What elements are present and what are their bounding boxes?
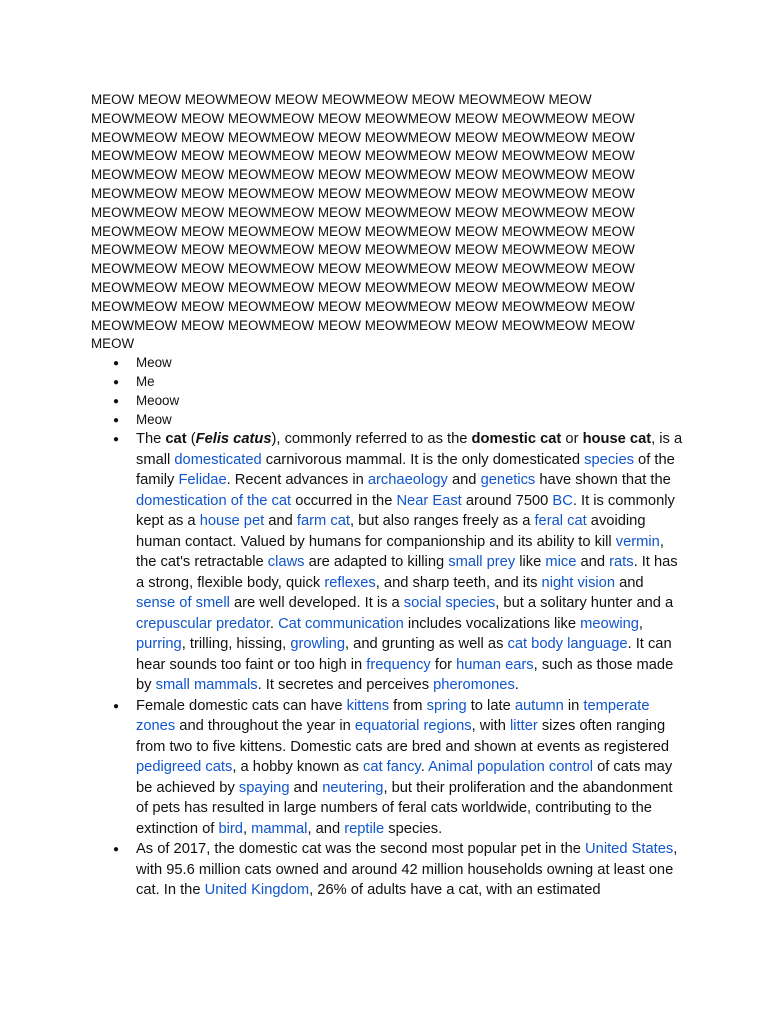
- text-run: , trilling, hissing,: [181, 636, 291, 653]
- wiki-link[interactable]: species: [584, 451, 634, 468]
- short-bullet-item: ● Meow: [91, 411, 691, 430]
- meow-line: MEOWMEOW MEOW MEOWMEOW MEOW MEOWMEOW MEOW MEOWMEOW MEOW: [91, 110, 635, 126]
- text-run: , but also ranges freely as a: [349, 513, 535, 530]
- text-run: . Recent advances in: [226, 472, 368, 489]
- wiki-link[interactable]: autumn: [514, 697, 564, 714]
- short-bullet-item: ● Me: [91, 373, 691, 392]
- meow-line: MEOWMEOW MEOW MEOWMEOW MEOW MEOWMEOW MEOW MEOWMEOW MEOW: [91, 167, 635, 183]
- text-run: and: [264, 513, 297, 530]
- wiki-link[interactable]: cat body language: [507, 636, 628, 653]
- wiki-link[interactable]: social species: [403, 595, 496, 612]
- wiki-link[interactable]: Near East: [396, 492, 462, 509]
- wiki-link[interactable]: BC: [552, 492, 573, 509]
- text-run: ,: [638, 615, 644, 632]
- meow-line: MEOWMEOW MEOW MEOWMEOW MEOW MEOWMEOW MEOW MEOWMEOW MEOW: [91, 223, 635, 239]
- text-run: are adapted to killing: [304, 554, 449, 571]
- meow-line: MEOWMEOW MEOW MEOWMEOW MEOW MEOWMEOW MEOW MEOWMEOW MEOW: [91, 279, 635, 295]
- text-run: , but their proliferation and the abandonment of pets has resulted in large numbers of feral cats worldwide, contributing to the extinction of: [136, 779, 673, 837]
- wiki-link[interactable]: small prey: [448, 554, 516, 571]
- meow-text-block: [91, 91, 691, 354]
- text-run: .: [514, 677, 519, 694]
- text-run: carnivorous mammal. It is the only domesticated: [261, 451, 585, 468]
- text-run: to late: [466, 697, 515, 714]
- text-run: .: [269, 615, 279, 632]
- wiki-link[interactable]: Felidae: [178, 472, 227, 489]
- wiki-link[interactable]: feral cat: [534, 513, 587, 530]
- text-run: are well developed. It is a: [229, 595, 404, 612]
- wiki-link[interactable]: vermin: [615, 533, 660, 550]
- meow-line: MEOWMEOW MEOW MEOWMEOW MEOW MEOWMEOW MEOW MEOWMEOW MEOW: [91, 298, 635, 314]
- text-run: from: [389, 697, 427, 714]
- text-run: , with 95.6 million cats owned and around 42 million households owning at least one cat. In the: [136, 841, 678, 899]
- wiki-link[interactable]: Cat communication: [278, 615, 404, 632]
- text-run: and: [289, 779, 323, 796]
- text-run: sizes often ranging from two to five kittens. Domestic cats are bred and shown at events as registered: [136, 718, 670, 755]
- meow-line: MEOW: [91, 336, 135, 352]
- text-run: (: [186, 431, 196, 448]
- meow-line: MEOWMEOW MEOW MEOWMEOW MEOW MEOWMEOW MEOW MEOWMEOW MEOW: [91, 204, 635, 220]
- meow-line: MEOWMEOW MEOW MEOWMEOW MEOW MEOWMEOW MEOW MEOWMEOW MEOW: [91, 317, 635, 333]
- wiki-link[interactable]: neutering: [322, 779, 384, 796]
- text-run: , and: [307, 820, 345, 837]
- wiki-link[interactable]: night vision: [541, 574, 616, 591]
- wiki-link[interactable]: rats: [609, 554, 634, 571]
- wiki-link[interactable]: human ears: [456, 656, 534, 673]
- text-run: , and grunting as well as: [345, 636, 508, 653]
- wiki-link[interactable]: meowing: [580, 615, 639, 632]
- text-run: , is a small: [136, 431, 683, 468]
- wiki-link[interactable]: litter: [510, 718, 538, 735]
- wiki-link[interactable]: cat fancy: [363, 759, 421, 776]
- text-run: . It can hear sounds too faint or too high in: [136, 636, 672, 673]
- wiki-link[interactable]: house pet: [199, 513, 265, 530]
- paragraph-bullet-item: [91, 839, 684, 901]
- text-run: Female domestic cats can have: [136, 697, 347, 714]
- text-run: , such as those made by: [136, 656, 674, 694]
- wiki-link[interactable]: crepuscular predator: [136, 615, 270, 632]
- wiki-link[interactable]: claws: [267, 554, 305, 571]
- short-bullet-item: ● Meoow: [91, 392, 691, 411]
- wiki-link[interactable]: small mammals: [155, 677, 258, 694]
- text-run: around 7500: [461, 492, 553, 509]
- wiki-link[interactable]: domestication of the cat: [136, 492, 292, 509]
- text-run: or: [561, 431, 583, 448]
- text-run: in: [563, 697, 584, 714]
- bold-term: domestic cat: [471, 431, 562, 448]
- wiki-link[interactable]: equatorial regions: [354, 718, 472, 735]
- wiki-link[interactable]: genetics: [480, 472, 536, 489]
- paragraph-bullet-item: [91, 696, 684, 840]
- text-run: . It secretes and perceives: [257, 677, 434, 694]
- bold-term: Felis catus: [195, 431, 272, 448]
- meow-line: MEOWMEOW MEOW MEOWMEOW MEOW MEOWMEOW MEOW MEOWMEOW MEOW: [91, 242, 635, 258]
- short-bullet-list: [91, 354, 691, 429]
- text-run: ), commonly referred to as the: [271, 431, 472, 448]
- text-run: and throughout the year in: [175, 718, 355, 735]
- text-run: , with: [471, 718, 510, 735]
- wiki-link[interactable]: growling: [290, 636, 346, 653]
- wiki-link[interactable]: United States: [585, 841, 674, 858]
- wiki-link[interactable]: kittens: [346, 697, 390, 714]
- wiki-link[interactable]: spaying: [238, 779, 290, 796]
- wiki-link[interactable]: purring: [136, 636, 182, 653]
- wiki-link[interactable]: reptile: [344, 820, 385, 837]
- wiki-link[interactable]: frequency: [366, 656, 431, 673]
- text-run: species.: [384, 820, 443, 837]
- wiki-link[interactable]: pedigreed cats: [136, 759, 233, 776]
- meow-line: MEOWMEOW MEOW MEOWMEOW MEOW MEOWMEOW MEOW MEOWMEOW MEOW: [91, 148, 635, 164]
- document-page: [91, 91, 691, 901]
- wiki-link[interactable]: archaeology: [367, 472, 448, 489]
- wiki-link[interactable]: bird: [218, 820, 243, 837]
- text-run: like: [515, 554, 546, 571]
- text-run: of cats may be achieved by: [136, 759, 673, 796]
- bold-term: cat: [165, 431, 187, 448]
- text-run: and: [576, 554, 610, 571]
- text-run: for: [430, 656, 457, 673]
- wiki-link[interactable]: pheromones: [433, 677, 515, 694]
- wiki-link[interactable]: sense of smell: [136, 595, 230, 612]
- text-run: , and sharp teeth, and its: [375, 574, 542, 591]
- text-run: avoiding human contact. Valued by humans for companionship and its ability to kill: [136, 513, 646, 550]
- text-run: have shown that the: [535, 472, 671, 489]
- meow-line: MEOWMEOW MEOW MEOWMEOW MEOW MEOWMEOW MEOW MEOWMEOW MEOW: [91, 261, 635, 277]
- wiki-link[interactable]: domesticated: [174, 451, 262, 468]
- wiki-link[interactable]: Animal population control: [428, 759, 593, 776]
- meow-line: MEOWMEOW MEOW MEOWMEOW MEOW MEOWMEOW MEOW MEOWMEOW MEOW: [91, 185, 635, 201]
- wiki-link[interactable]: reflexes: [324, 574, 376, 591]
- text-run: . It is commonly kept as a: [136, 492, 675, 530]
- text-run: ,: [242, 820, 252, 837]
- text-run: .: [420, 759, 429, 776]
- text-run: . It has a strong, flexible body, quick: [136, 554, 678, 591]
- meow-line: MEOW MEOW MEOWMEOW MEOW MEOWMEOW MEOW MEOWMEOW MEOW: [91, 92, 592, 107]
- wiki-link[interactable]: mammal: [251, 820, 308, 837]
- meow-line: MEOWMEOW MEOW MEOWMEOW MEOW MEOWMEOW MEOW MEOWMEOW MEOW: [91, 129, 635, 145]
- wiki-link[interactable]: farm cat: [296, 513, 350, 530]
- cat-facts-bullet-list: [91, 429, 691, 901]
- text-run: , 26% of adults have a cat, with an estimated: [309, 882, 601, 899]
- wiki-link[interactable]: mice: [545, 554, 577, 571]
- short-bullet-item: ● Meow: [91, 354, 691, 373]
- text-run: of the family: [136, 451, 675, 489]
- text-run: and: [447, 472, 481, 489]
- wiki-link[interactable]: spring: [426, 697, 467, 714]
- text-run: includes vocalizations like: [403, 615, 581, 632]
- text-run: , the cat's retractable: [136, 533, 664, 571]
- wiki-link[interactable]: United Kingdom: [204, 882, 310, 899]
- wiki-link[interactable]: temperate zones: [136, 697, 650, 735]
- paragraph-bullet-item: [91, 429, 684, 696]
- text-run: The: [136, 431, 166, 448]
- text-run: occurred in the: [291, 492, 397, 509]
- text-run: , a hobby known as: [232, 759, 363, 776]
- bold-term: house cat: [582, 431, 652, 448]
- text-run: As of 2017, the domestic cat was the second most popular pet in the: [136, 841, 586, 858]
- text-run: and: [615, 574, 644, 591]
- text-run: , but a solitary hunter and a: [495, 595, 674, 612]
